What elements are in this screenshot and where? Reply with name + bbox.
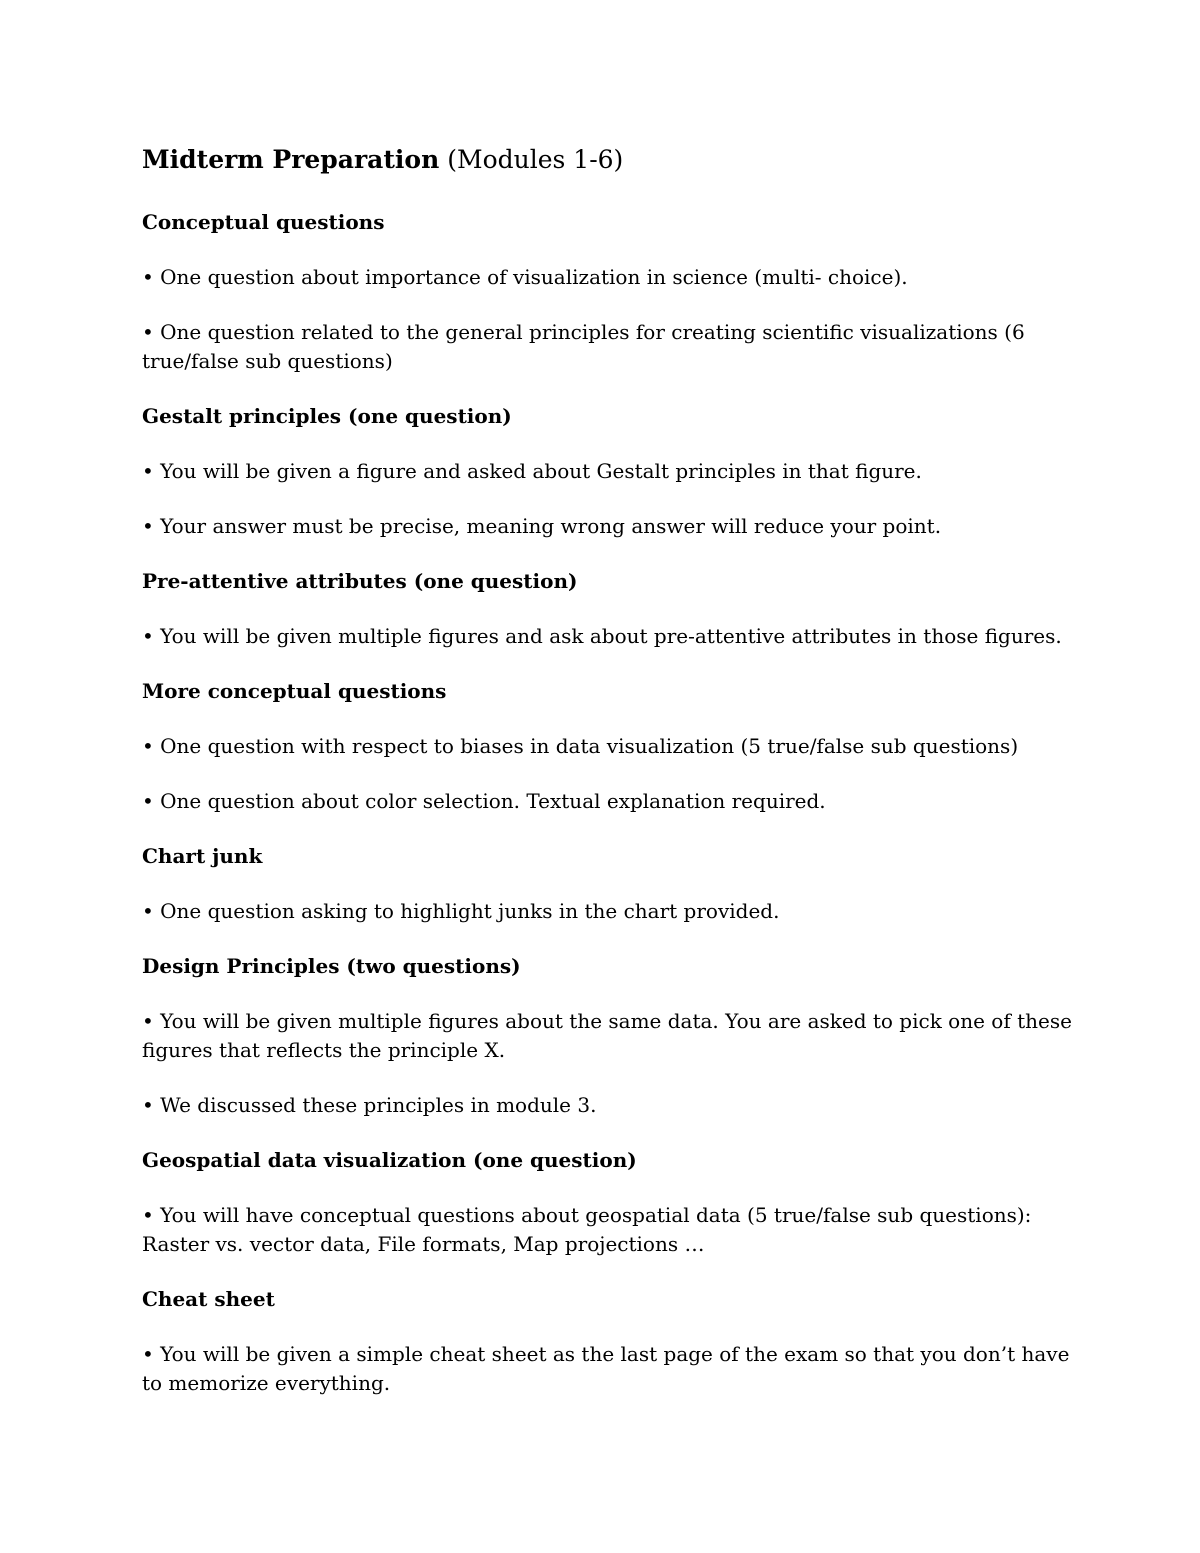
bullet-symbol: • xyxy=(142,265,154,289)
bullet-symbol: • xyxy=(142,734,154,758)
bullet-item xyxy=(142,897,1072,926)
bullet-symbol: • xyxy=(142,1009,154,1033)
bullet-item xyxy=(142,512,1072,541)
bullet-symbol: • xyxy=(142,459,154,483)
bullet-item xyxy=(142,1007,1072,1065)
section-heading-conceptual-questions: Conceptual questions xyxy=(142,210,385,234)
bullet-text: We discussed these principles in module 3. xyxy=(160,1093,597,1117)
section-heading-design-principles: Design Principles (two questions) xyxy=(142,954,521,978)
document-title-subtitle: (Modules 1-6) xyxy=(447,145,624,174)
bullet-text: You will be given multiple figures and ask about pre-attentive attributes in those figures. xyxy=(160,624,1062,648)
bullet-text: You will be given a figure and asked about Gestalt principles in that figure. xyxy=(160,459,922,483)
bullet-item xyxy=(142,787,1072,816)
bullet-symbol: • xyxy=(142,624,154,648)
document-title xyxy=(142,138,1072,182)
bullet-symbol: • xyxy=(142,1342,154,1366)
bullet-symbol: • xyxy=(142,1093,154,1117)
bullet-text: You will be given multiple figures about the same data. You are asked to pick one of these figures that reflects the principle X. xyxy=(142,1009,1072,1062)
bullet-symbol: • xyxy=(142,1203,154,1227)
bullet-text: One question about color selection. Textual explanation required. xyxy=(160,789,826,813)
section-heading-gestalt-principles: Gestalt principles (one question) xyxy=(142,404,512,428)
section-heading-pre-attentive-attributes: Pre-attentive attributes (one question) xyxy=(142,569,578,593)
section-heading-chart-junk: Chart junk xyxy=(142,844,263,868)
section-heading-cheat-sheet: Cheat sheet xyxy=(142,1287,275,1311)
bullet-symbol: • xyxy=(142,899,154,923)
document-title-main: Midterm Preparation xyxy=(142,145,440,174)
bullet-text: You will be given a simple cheat sheet as the last page of the exam so that you don’t have to memorize everything. xyxy=(142,1342,1070,1395)
bullet-text: One question about importance of visualization in science (multi- choice). xyxy=(160,265,908,289)
bullet-item xyxy=(142,263,1072,292)
bullet-text: One question asking to highlight junks in the chart provided. xyxy=(160,899,780,923)
bullet-item xyxy=(142,318,1072,376)
bullet-item xyxy=(142,732,1072,761)
bullet-text: You will have conceptual questions about geospatial data (5 true/false sub questions): Raster vs. vector data, File formats, Map projections … xyxy=(142,1203,1032,1256)
section-heading-geospatial-data-visualization: Geospatial data visualization (one question) xyxy=(142,1148,637,1172)
bullet-text: One question with respect to biases in data visualization (5 true/false sub questions) xyxy=(160,734,1019,758)
section-heading-more-conceptual-questions: More conceptual questions xyxy=(142,679,447,703)
bullet-item xyxy=(142,1340,1072,1398)
bullet-symbol: • xyxy=(142,320,154,344)
bullet-item xyxy=(142,1091,1072,1120)
bullet-item xyxy=(142,457,1072,486)
bullet-text: One question related to the general principles for creating scientific visualizations (6 true/false sub questions) xyxy=(142,320,1025,373)
document-page xyxy=(142,138,1072,1424)
bullet-symbol: • xyxy=(142,514,154,538)
bullet-item xyxy=(142,1201,1072,1259)
bullet-text: Your answer must be precise, meaning wrong answer will reduce your point. xyxy=(160,514,942,538)
bullet-item xyxy=(142,622,1072,651)
bullet-symbol: • xyxy=(142,789,154,813)
